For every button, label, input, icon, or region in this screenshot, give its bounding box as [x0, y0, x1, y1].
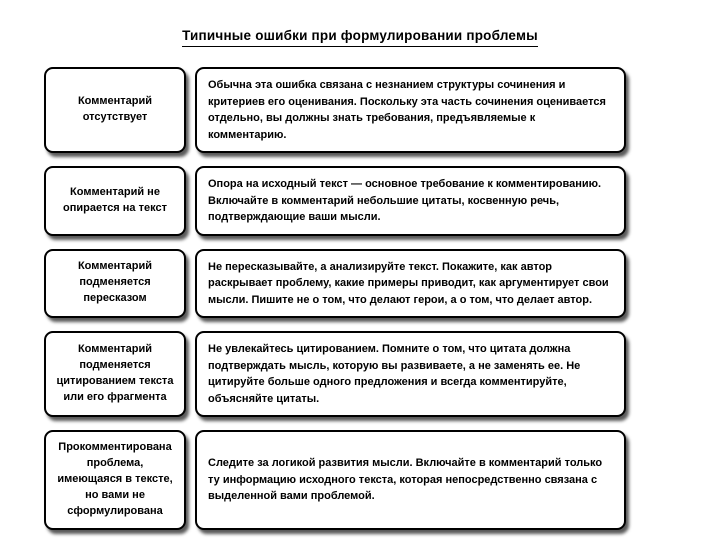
error-label [44, 331, 186, 417]
error-table [44, 67, 626, 530]
error-label-text: Комментарий подменяется цитированием текста или его фрагмента [56, 343, 174, 403]
error-description [195, 67, 626, 153]
error-description-text: Не пересказывайте, а анализируйте текст. Покажите, как автор раскрывает проблему, какие примеры приводит, как аргументирует свои мысли. Пишите не о том, что делают герои, а о том, что делает автор. [208, 260, 609, 306]
error-row [44, 249, 626, 319]
error-description [195, 166, 626, 236]
error-label [44, 430, 186, 530]
error-label-text: Комментарий подменяется пересказом [77, 260, 153, 305]
error-row [44, 331, 626, 417]
error-label [44, 67, 186, 153]
error-label [44, 166, 186, 236]
error-description [195, 430, 626, 530]
error-description [195, 249, 626, 319]
error-row [44, 67, 626, 153]
page-title-text: Типичные ошибки при формулировании проблемы [182, 28, 538, 47]
error-row [44, 430, 626, 530]
error-description-text: Не увлекайтесь цитированием. Помните о том, что цитата должна подтверждать мысль, которую вы развиваете, а не заменять ее. Не цитируйте больше одного предложения и всегда комментируйте, объясняйте цитаты. [208, 343, 581, 405]
error-description-text: Обычна эта ошибка связана с незнанием структуры сочинения и критериев его оценивания. Поскольку эта часть сочинения оценивается отдельно, вы должны знать требования, предъявляемые к комментарию. [208, 79, 606, 141]
error-row [44, 166, 626, 236]
error-description [195, 331, 626, 417]
error-description-text: Следите за логикой развития мысли. Включайте в комментарий только ту информацию исходного текста, которая непосредственно связана с выделенной вами проблемой. [208, 457, 603, 503]
error-label [44, 249, 186, 319]
error-label-text: Комментарий отсутствует [77, 95, 153, 123]
page-title [0, 28, 720, 47]
error-description-text: Опора на исходный текст — основное требование к комментированию. Включайте в комментарий небольшие цитаты, косвенную речь, подтверждающие ваши мысли. [208, 178, 602, 223]
error-label-text: Прокомментирована проблема, имеющаяся в тексте, но вами не сформулирована [57, 441, 173, 517]
error-label-text: Комментарий не опирается на текст [63, 185, 167, 214]
